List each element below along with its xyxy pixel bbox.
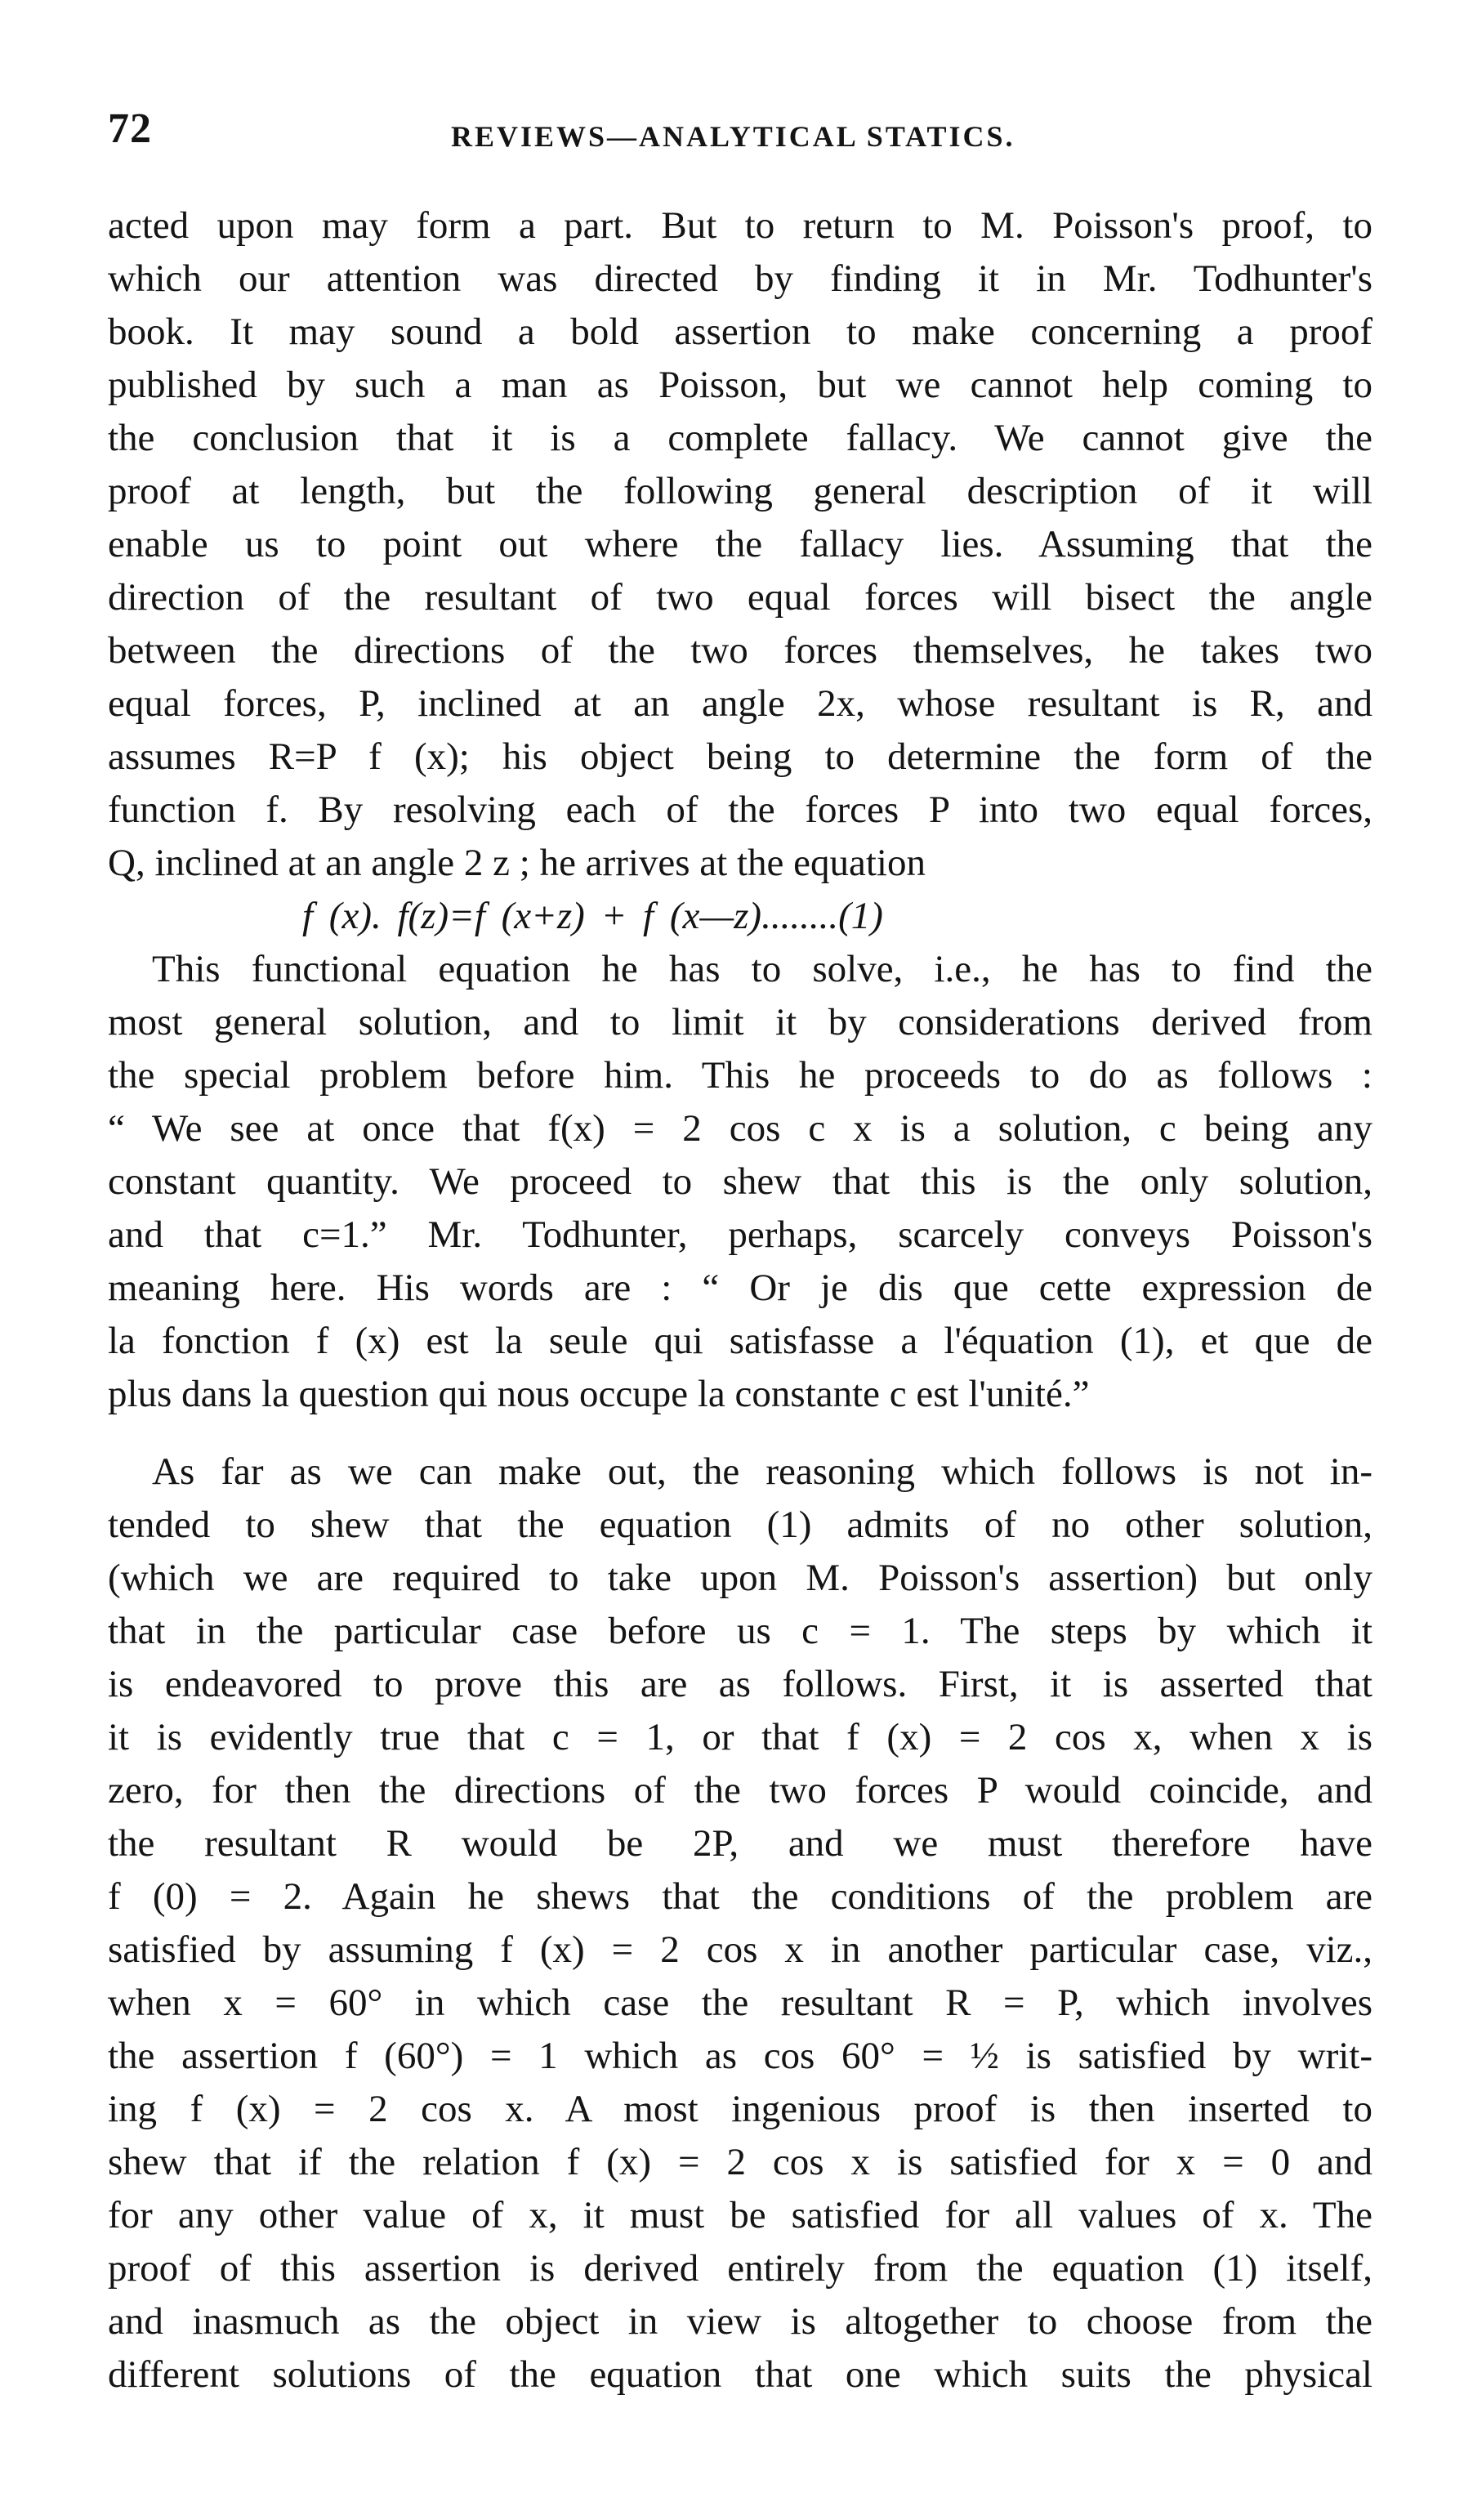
text-line: which our attention was directed by finding it in Mr. Todhunter's xyxy=(108,257,1372,300)
text-line: direction of the resultant of two equal forces will bisect the angle xyxy=(108,576,1372,619)
text-line: that in the particular case before us c = 1. The steps by which it xyxy=(108,1610,1372,1652)
text-line: shew that if the relation f (x) = 2 cos x is satisfied for x = 0 and xyxy=(108,2141,1372,2183)
text-line: for any other value of x, it must be satisfied for all values of x. The xyxy=(108,2194,1372,2236)
text-line: acted upon may form a part. But to return to M. Poisson's proof, to xyxy=(108,204,1372,247)
text-line: assumes R=P f (x); his object being to determine the form of the xyxy=(108,735,1372,778)
text-line: function f. By resolving each of the forces P into two equal forces, xyxy=(108,789,1372,831)
text-line: is endeavored to prove this are as follows. First, it is asserted that xyxy=(108,1663,1372,1705)
text-line: different solutions of the equation that one which suits the physical xyxy=(108,2353,1372,2396)
text-line: tended to shew that the equation (1) admits of no other solution, xyxy=(108,1504,1372,1546)
text-line: and inasmuch as the object in view is altogether to choose from the xyxy=(108,2300,1372,2343)
text-line: book. It may sound a bold assertion to make concerning a proof xyxy=(108,311,1372,353)
text-line: and that c=1.” Mr. Todhunter, perhaps, scarcely conveys Poisson's xyxy=(108,1213,1372,1256)
text-line: meaning here. His words are : “ Or je dis que cette expression de xyxy=(108,1267,1372,1309)
text-line: most general solution, and to limit it by considerations derived from xyxy=(108,1001,1372,1043)
text-line: it is evidently true that c = 1, or that f (x) = 2 cos x, when x is xyxy=(108,1716,1372,1758)
text-line: proof at length, but the following general description of it will xyxy=(108,470,1372,512)
text-line: This functional equation he has to solve, i.e., he has to find the xyxy=(152,948,1372,990)
page-number: 72 xyxy=(108,105,152,152)
text-line: ing f (x) = 2 cos x. A most ingenious proof is then inserted to xyxy=(108,2088,1372,2130)
text-line: the special problem before him. This he proceeds to do as follows : xyxy=(108,1054,1372,1097)
text-line: published by such a man as Poisson, but we cannot help coming to xyxy=(108,364,1372,406)
text-line: As far as we can make out, the reasoning which follows is not in- xyxy=(152,1450,1372,1493)
text-line: proof of this assertion is derived entirely from the equation (1) itself, xyxy=(108,2247,1372,2290)
text-line: when x = 60° in which case the resultant R = P, which involves xyxy=(108,1982,1372,2024)
text-line: equal forces, P, inclined at an angle 2x, whose resultant is R, and xyxy=(108,682,1372,725)
text-line: between the directions of the two forces themselves, he takes two xyxy=(108,629,1372,672)
text-line: la fonction f (x) est la seule qui satisfasse a l'équation (1), et que de xyxy=(108,1320,1372,1362)
text-line: (which we are required to take upon M. Poisson's assertion) but only xyxy=(108,1557,1372,1599)
text-line: the resultant R would be 2P, and we must therefore have xyxy=(108,1822,1372,1865)
text-line: plus dans la question qui nous occupe la constante c est l'unité.” xyxy=(108,1373,1090,1415)
equation-line: f (x). f(z)=f (x+z) + f (x—z)........(1) xyxy=(302,895,883,937)
text-line: satisfied by assuming f (x) = 2 cos x in another particular case, viz., xyxy=(108,1928,1372,1971)
text-line: zero, for then the directions of the two forces P would coincide, and xyxy=(108,1769,1372,1812)
running-head: REVIEWS—ANALYTICAL STATICS. xyxy=(451,120,1015,153)
text-line: the assertion f (60°) = 1 which as cos 60° = ½ is satisfied by writ- xyxy=(108,2035,1372,2077)
text-line: enable us to point out where the fallacy lies. Assuming that the xyxy=(108,523,1372,565)
text-line: “ We see at once that f(x) = 2 cos c x is a solution, c being any xyxy=(108,1107,1372,1150)
page-header xyxy=(108,105,1374,162)
text-line: the conclusion that it is a complete fallacy. We cannot give the xyxy=(108,417,1372,459)
text-line: f (0) = 2. Again he shews that the conditions of the problem are xyxy=(108,1875,1372,1918)
text-line: Q, inclined at an angle 2 z ; he arrives at the equation xyxy=(108,842,926,884)
text-line: constant quantity. We proceed to shew that this is the only solution, xyxy=(108,1160,1372,1203)
